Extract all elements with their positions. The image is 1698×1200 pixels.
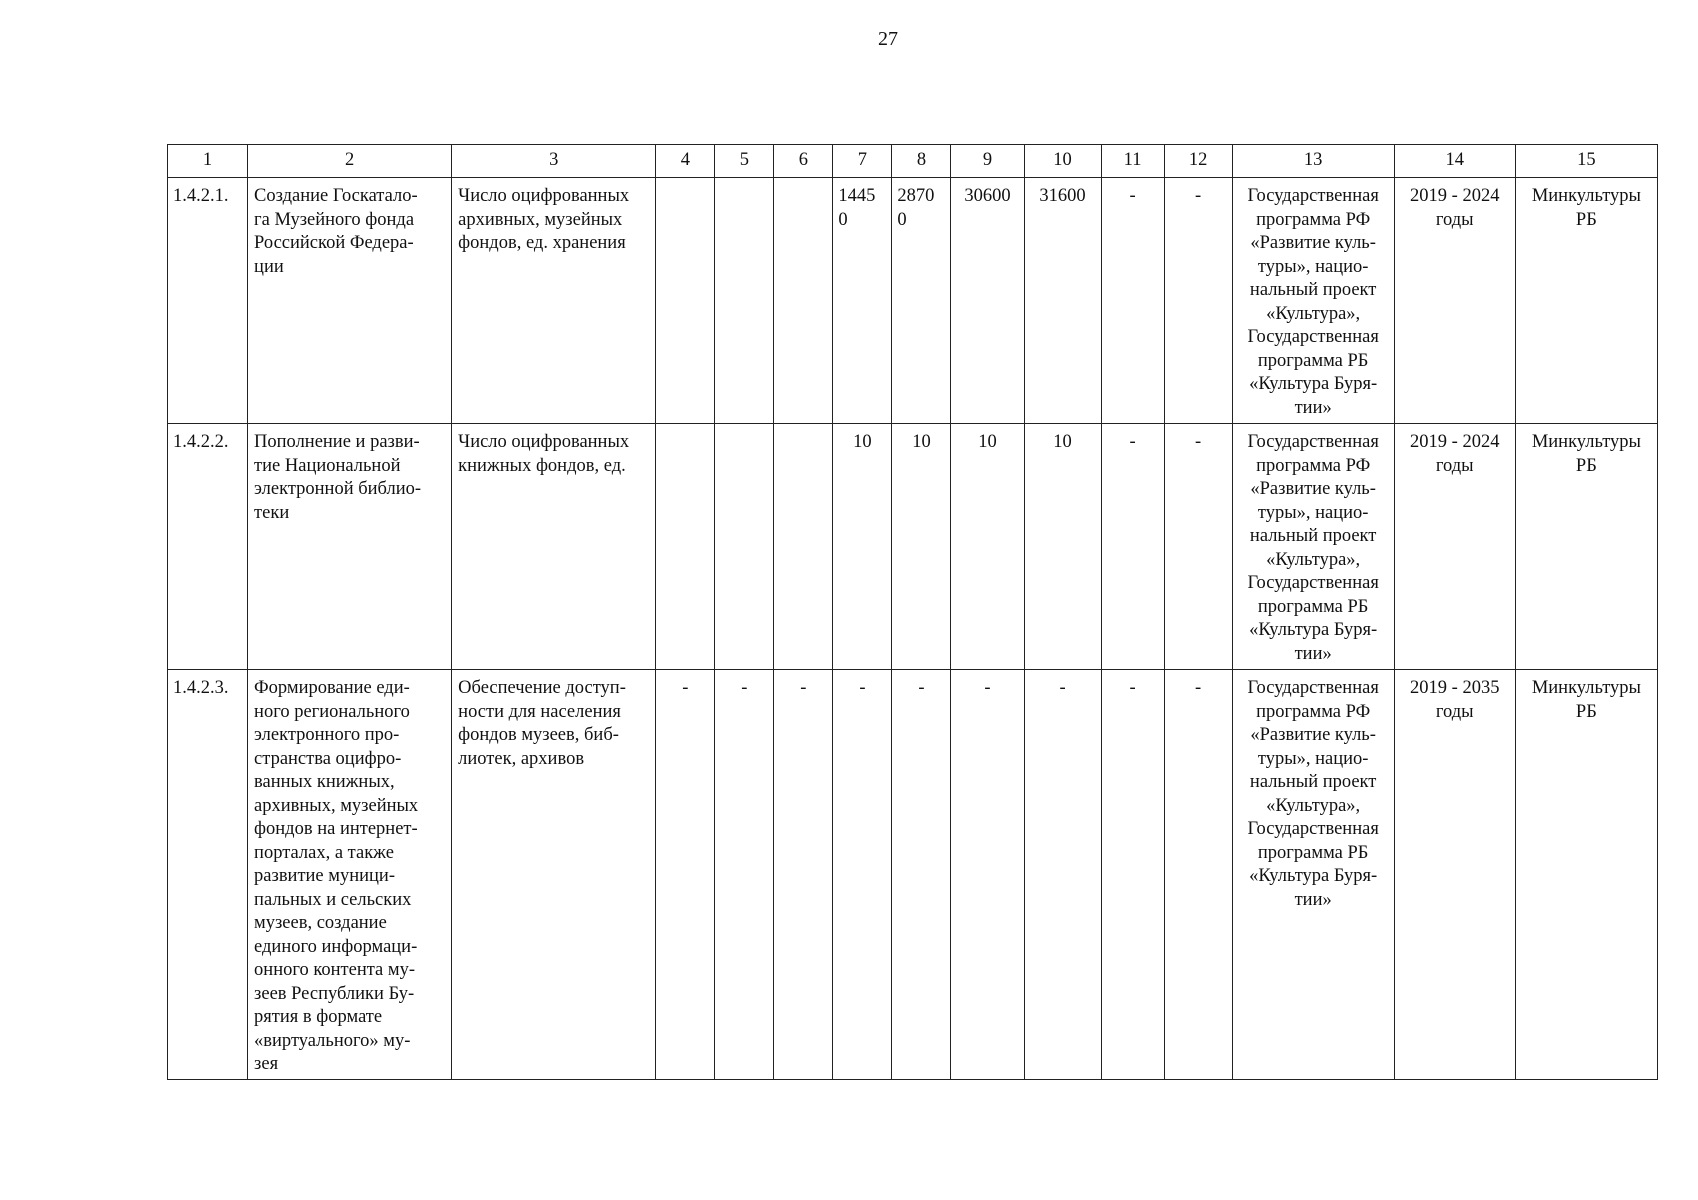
value-cell-5 xyxy=(715,178,774,424)
executor-cell xyxy=(1515,670,1657,1080)
table-header-row xyxy=(168,145,1658,178)
value-cell-6 xyxy=(774,424,833,670)
cell-line: теки xyxy=(254,502,290,523)
value-cell-12: - xyxy=(1164,670,1232,1080)
executor-cell xyxy=(1515,424,1657,670)
value-cell-12: - xyxy=(1164,424,1232,670)
period-cell xyxy=(1394,178,1515,424)
header-cell: 14 xyxy=(1394,145,1515,178)
value-cell-11: - xyxy=(1101,178,1164,424)
value-cell-8: 10 xyxy=(892,424,951,670)
cell-line: Государственная xyxy=(1247,678,1379,698)
header-cell: 4 xyxy=(656,145,715,178)
value-cell-8 xyxy=(892,178,951,424)
code-cell: 1.4.2.2. xyxy=(168,424,248,670)
cell-line: туры», нацио- xyxy=(1257,502,1369,523)
value-cell-11: - xyxy=(1101,424,1164,670)
cell-line: туры», нацио- xyxy=(1257,748,1369,769)
cell-line: «Развитие куль- xyxy=(1250,233,1376,253)
cell-line: рятия в формате xyxy=(254,1007,383,1027)
cell-line: «Культура», xyxy=(1266,795,1361,816)
cell-line: Минкультуры xyxy=(1531,678,1641,698)
header-cell: 3 xyxy=(452,145,656,178)
cell-line: РБ xyxy=(1575,701,1597,722)
header-cell: 6 xyxy=(774,145,833,178)
value-cell-5 xyxy=(715,424,774,670)
code-cell: 1.4.2.1. xyxy=(168,178,248,424)
cell-line: зея xyxy=(254,1054,279,1074)
cell-line: архивных, музейных xyxy=(254,795,419,816)
cell-line: программа РБ xyxy=(1257,596,1369,617)
code-cell: 1.4.2.3. xyxy=(168,670,248,1080)
event-cell xyxy=(248,178,452,424)
cell-line: «Культура Буря- xyxy=(1249,374,1378,394)
cell-line: книжных фондов, ед. xyxy=(458,455,626,476)
header-cell: 1 xyxy=(168,145,248,178)
header-cell: 8 xyxy=(892,145,951,178)
value-cell-8: - xyxy=(892,670,951,1080)
table-row xyxy=(168,178,1658,424)
cell-line: Формирование еди- xyxy=(254,678,410,698)
value-cell-4 xyxy=(656,178,715,424)
value-cell-4 xyxy=(656,424,715,670)
cell-line: музеев, создание xyxy=(254,913,387,933)
source-cell xyxy=(1232,424,1394,670)
page-number: 27 xyxy=(878,28,898,50)
cell-line: Обеспечение доступ- xyxy=(458,678,626,698)
cell-line: программа РБ xyxy=(1257,842,1369,863)
cell-line: единого информаци- xyxy=(254,936,418,957)
header-cell: 12 xyxy=(1164,145,1232,178)
cell-line: зеев Республики Бу- xyxy=(254,983,415,1004)
header-cell: 10 xyxy=(1024,145,1101,178)
cell-line: тии» xyxy=(1294,397,1332,418)
indicator-cell xyxy=(452,670,656,1080)
cell-line: ции xyxy=(254,256,284,277)
cell-line: Государственная xyxy=(1247,327,1379,347)
cell-line: Число оцифрованных xyxy=(458,432,630,452)
value-cell-11: - xyxy=(1101,670,1164,1080)
cell-line: ванных книжных, xyxy=(254,772,395,792)
cell-line: РБ xyxy=(1575,455,1597,476)
cell-line: 2019 - 2024 xyxy=(1410,432,1500,452)
cell-line: Государственная xyxy=(1247,819,1379,839)
cell-line: нальный проект xyxy=(1249,526,1377,546)
cell-line: тие Национальной xyxy=(254,455,401,476)
cell-line: фондов на интернет- xyxy=(254,819,418,839)
cell-line: развитие муници- xyxy=(254,866,395,886)
cell-line: Государственная xyxy=(1247,432,1379,452)
cell-line: тии» xyxy=(1294,643,1332,664)
cell-line: га Музейного фонда xyxy=(254,209,415,230)
cell-line: ного регионального xyxy=(254,701,410,722)
value-cell-7 xyxy=(833,178,892,424)
cell-line: ности для населения xyxy=(458,701,621,722)
value-cell-7: - xyxy=(833,670,892,1080)
cell-line: программа РБ xyxy=(1257,350,1369,371)
cell-line: фондов, ед. хранения xyxy=(458,233,626,253)
cell-line: «Культура Буря- xyxy=(1249,866,1378,886)
value-cell-12: - xyxy=(1164,178,1232,424)
cell-line: нальный проект xyxy=(1249,772,1377,792)
value-cell-10: 10 xyxy=(1024,424,1101,670)
indicator-cell xyxy=(452,424,656,670)
header-cell: 13 xyxy=(1232,145,1394,178)
header-cell: 2 xyxy=(248,145,452,178)
cell-line: странства оцифро- xyxy=(254,748,402,769)
value-cell-9: - xyxy=(951,670,1024,1080)
period-cell xyxy=(1394,424,1515,670)
cell-line: «Развитие куль- xyxy=(1250,725,1376,745)
cell-line: туры», нацио- xyxy=(1257,256,1369,277)
cell-line: фондов музеев, биб- xyxy=(458,725,619,745)
cell-line: Пополнение и разви- xyxy=(254,432,420,452)
header-cell: 11 xyxy=(1101,145,1164,178)
cell-line: лиотек, архивов xyxy=(458,748,585,769)
cell-line: 0 xyxy=(838,209,848,230)
cell-line: 2870 xyxy=(897,186,935,206)
cell-line: «Культура Буря- xyxy=(1249,620,1378,640)
header-cell: 5 xyxy=(715,145,774,178)
value-cell-9: 10 xyxy=(951,424,1024,670)
cell-line: Российской Федера- xyxy=(254,233,414,253)
indicator-cell xyxy=(452,178,656,424)
value-cell-10: - xyxy=(1024,670,1101,1080)
header-cell: 9 xyxy=(951,145,1024,178)
header-cell: 15 xyxy=(1515,145,1657,178)
table-row xyxy=(168,424,1658,670)
cell-line: Создание Госкатало- xyxy=(254,186,418,206)
cell-line: 0 xyxy=(897,209,907,230)
source-cell xyxy=(1232,670,1394,1080)
cell-line: «Культура», xyxy=(1266,303,1361,324)
source-cell xyxy=(1232,178,1394,424)
cell-line: 2019 - 2024 xyxy=(1410,186,1500,206)
value-cell-6 xyxy=(774,178,833,424)
cell-line: электронного про- xyxy=(254,725,400,745)
executor-cell xyxy=(1515,178,1657,424)
cell-line: годы xyxy=(1435,455,1474,476)
cell-line: «Культура», xyxy=(1266,549,1361,570)
value-cell-10: 31600 xyxy=(1024,178,1101,424)
value-cell-7: 10 xyxy=(833,424,892,670)
table-row xyxy=(168,670,1658,1080)
cell-line: годы xyxy=(1435,209,1474,230)
value-cell-6: - xyxy=(774,670,833,1080)
cell-line: порталах, а также xyxy=(254,842,394,863)
cell-line: РБ xyxy=(1575,209,1597,230)
header-cell: 7 xyxy=(833,145,892,178)
value-cell-9: 30600 xyxy=(951,178,1024,424)
value-cell-4: - xyxy=(656,670,715,1080)
cell-line: тии» xyxy=(1294,889,1332,910)
cell-line: Число оцифрованных xyxy=(458,186,630,206)
value-cell-5: - xyxy=(715,670,774,1080)
event-cell xyxy=(248,670,452,1080)
cell-line: Минкультуры xyxy=(1531,186,1641,206)
cell-line: «виртуального» му- xyxy=(254,1030,411,1051)
cell-line: электронной библио- xyxy=(254,479,422,499)
period-cell xyxy=(1394,670,1515,1080)
event-cell xyxy=(248,424,452,670)
cell-line: нальный проект xyxy=(1249,280,1377,300)
cell-line: Минкультуры xyxy=(1531,432,1641,452)
cell-line: «Развитие куль- xyxy=(1250,479,1376,499)
cell-line: программа РФ xyxy=(1256,455,1371,476)
cell-line: архивных, музейных xyxy=(458,209,623,230)
cell-line: годы xyxy=(1435,701,1474,722)
cell-line: 1445 xyxy=(838,186,876,206)
cell-line: 2019 - 2035 xyxy=(1410,678,1500,698)
cell-line: программа РФ xyxy=(1256,209,1371,230)
program-table xyxy=(167,144,1658,1080)
cell-line: пальных и сельских xyxy=(254,889,412,910)
cell-line: Государственная xyxy=(1247,186,1379,206)
cell-line: Государственная xyxy=(1247,573,1379,593)
cell-line: программа РФ xyxy=(1256,701,1371,722)
cell-line: онного контента му- xyxy=(254,960,416,980)
